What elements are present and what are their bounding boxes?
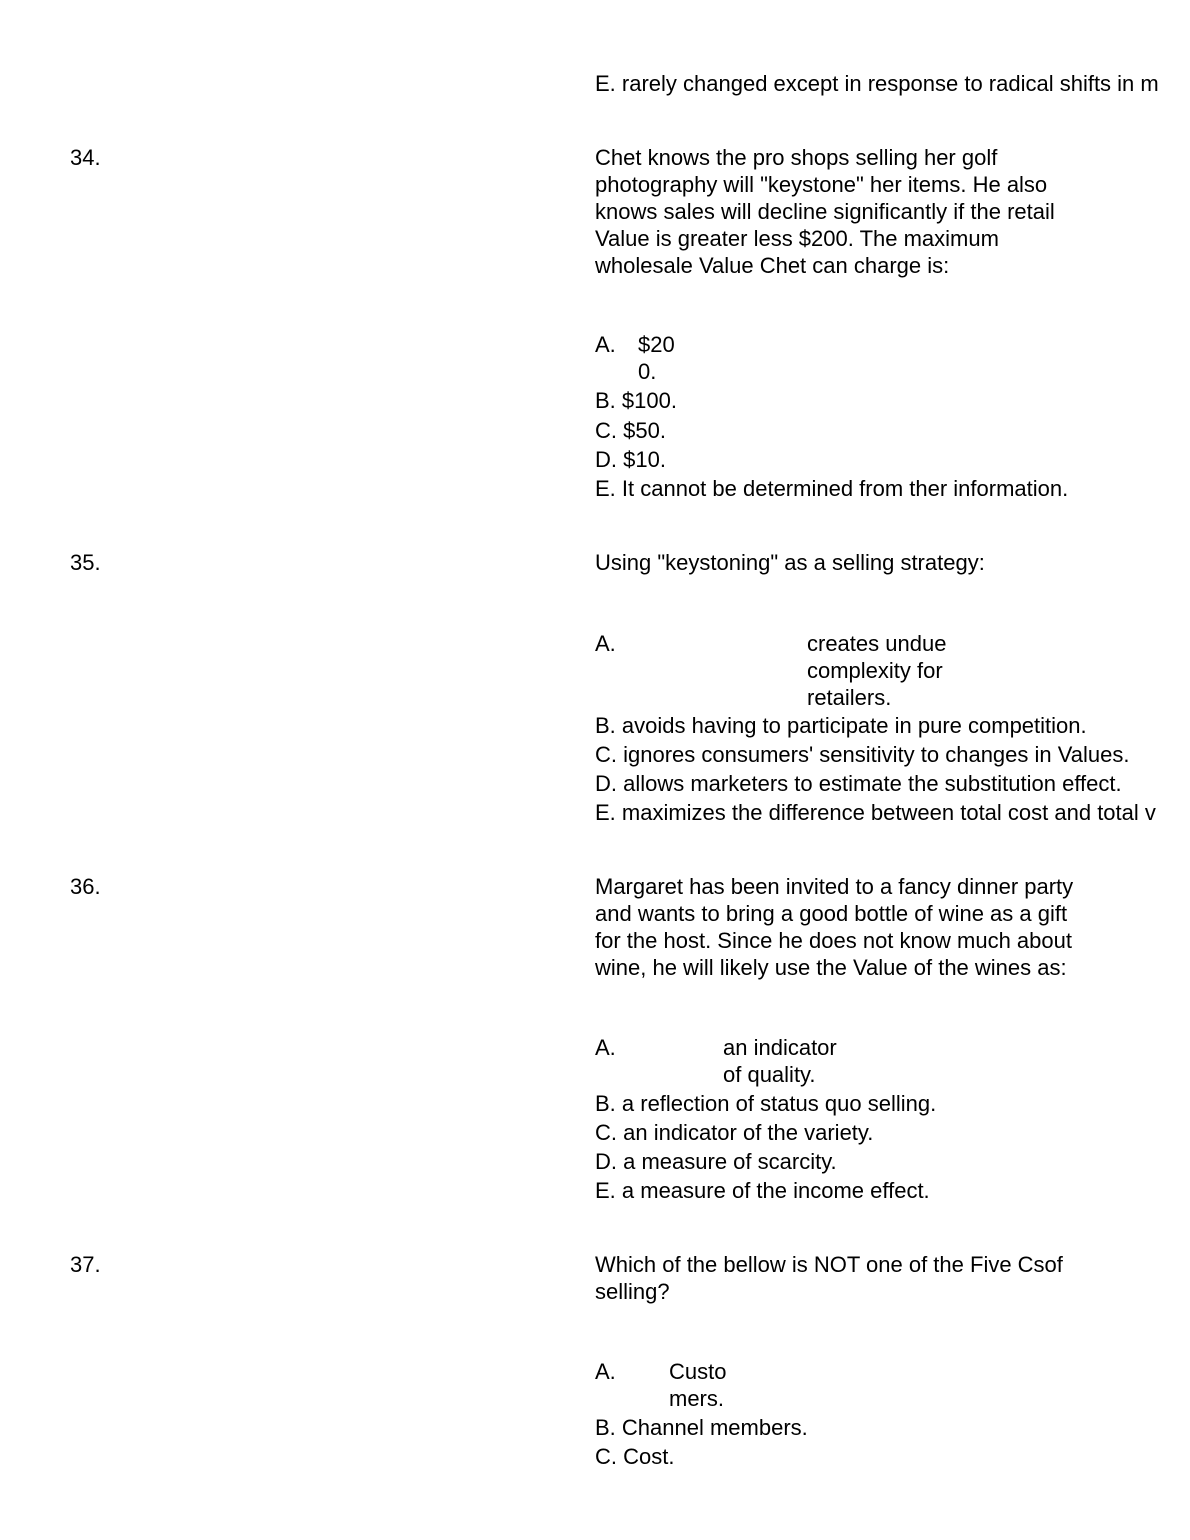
- question-stem: [595, 873, 1073, 981]
- option-a-line: creates undue: [807, 631, 947, 656]
- option-a-text: [669, 1358, 726, 1412]
- stem-line: Value is greater less $200. The maximum: [595, 226, 999, 251]
- stem-line: photography will "keystone" her items. He also: [595, 172, 1048, 197]
- stem-line: Using "keystoning" as a selling strategy:: [595, 550, 985, 575]
- stem-line: selling?: [595, 1279, 670, 1304]
- option-d: D. a measure of scarcity.: [595, 1149, 837, 1174]
- option-e: E. maximizes the difference between total cost and total v: [595, 800, 1156, 825]
- option-a-text: [807, 630, 946, 711]
- option-a-line: of quality.: [723, 1062, 816, 1087]
- question-number: 34.: [70, 145, 101, 170]
- option-e: E. It cannot be determined from ther information.: [595, 476, 1069, 501]
- carryover-option-e: E. rarely changed except in response to radical shifts in m: [595, 71, 1159, 96]
- option-b: B. a reflection of status quo selling.: [595, 1091, 937, 1116]
- option-a-line: complexity for: [807, 658, 943, 683]
- option-a-label: A.: [595, 332, 616, 357]
- option-a-line: 0.: [638, 359, 657, 384]
- option-a-label: A.: [595, 631, 616, 656]
- option-d: D. $10.: [595, 447, 666, 472]
- stem-line: wholesale Value Chet can charge is:: [595, 253, 950, 278]
- option-c: C. an indicator of the variety.: [595, 1120, 874, 1145]
- stem-line: Which of the bellow is NOT one of the Five Csof: [595, 1252, 1063, 1277]
- option-b: B. $100.: [595, 388, 677, 413]
- option-c: C. ignores consumers' sensitivity to changes in Values.: [595, 742, 1130, 767]
- option-c: C. $50.: [595, 418, 666, 443]
- question-number: 37.: [70, 1252, 101, 1277]
- stem-line: Margaret has been invited to a fancy dinner party: [595, 874, 1074, 899]
- option-b: B. avoids having to participate in pure competition.: [595, 713, 1087, 738]
- option-a-line: Custo: [669, 1359, 727, 1384]
- stem-line: knows sales will decline significantly if the retail: [595, 199, 1055, 224]
- option-b: B. Channel members.: [595, 1415, 808, 1440]
- option-a-text: [638, 331, 675, 385]
- question-number: 35.: [70, 550, 101, 575]
- question-stem: [595, 1251, 1063, 1305]
- stem-line: and wants to bring a good bottle of wine as a gift: [595, 901, 1068, 926]
- question-stem: [595, 549, 985, 576]
- stem-line: Chet knows the pro shops selling her golf: [595, 145, 998, 170]
- stem-line: wine, he will likely use the Value of the wines as:: [595, 955, 1067, 980]
- option-a-line: an indicator: [723, 1035, 837, 1060]
- question-stem: [595, 144, 1055, 279]
- question-number: 36.: [70, 874, 101, 899]
- option-a-line: $20: [638, 332, 675, 357]
- option-a-line: mers.: [669, 1386, 724, 1411]
- option-a-label: A.: [595, 1035, 616, 1060]
- option-e: E. a measure of the income effect.: [595, 1178, 930, 1203]
- option-c: C. Cost.: [595, 1444, 675, 1469]
- option-d: D. allows marketers to estimate the substitution effect.: [595, 771, 1122, 796]
- stem-line: for the host. Since he does not know much about: [595, 928, 1072, 953]
- option-a-line: retailers.: [807, 685, 892, 710]
- option-a-label: A.: [595, 1359, 616, 1384]
- option-a-text: [723, 1034, 837, 1088]
